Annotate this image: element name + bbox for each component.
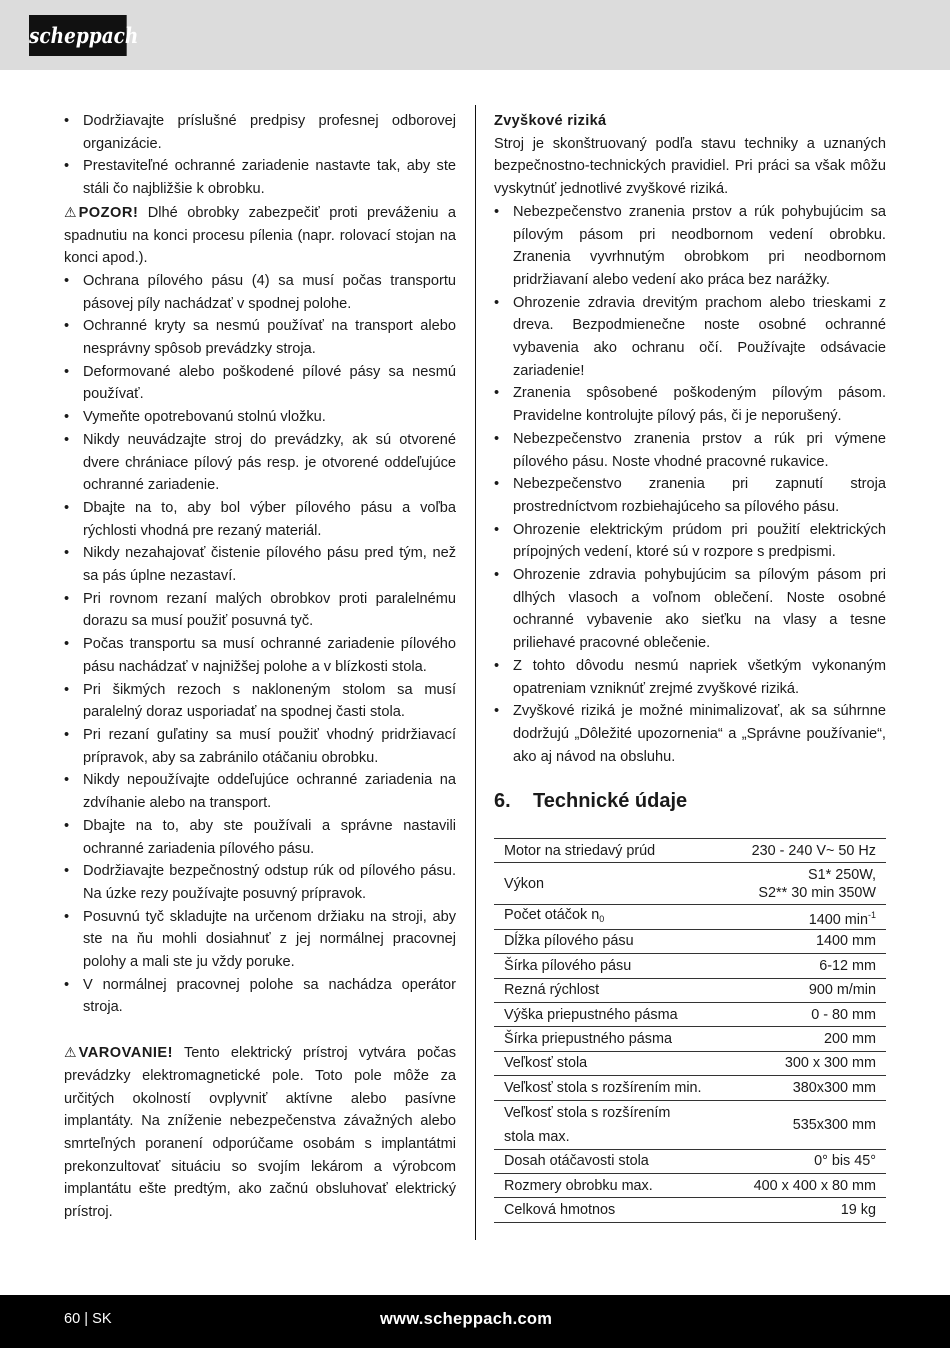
spec-value-text: 1400 min — [808, 911, 868, 928]
spec-value: 300 x 300 mm — [730, 1051, 886, 1075]
spec-value: 200 mm — [730, 1027, 886, 1051]
list-item: • Pri rovnom rezaní malých obrobkov proti paralelnému dorazu sa musí použiť posuvná tyč. — [64, 588, 456, 633]
list-item: • Nikdy neuvádzajte stroj do prevádzky, ak sú otvorené dvere chrániace pílový pás resp. je otvorené oddeľujúce ochranné zariadenie. — [64, 429, 456, 497]
page-number: 60 | SK — [64, 1311, 112, 1327]
spec-value-line: S2** 30 min 350W — [758, 884, 876, 901]
spec-label: Rezná rýchlost — [494, 978, 730, 1002]
list-item: • Nikdy nezahajovať čistenie pílového pásu pred tým, než sa pás úplne nezastaví. — [64, 542, 456, 587]
spec-value — [730, 863, 886, 905]
warning-note — [64, 1041, 456, 1224]
list-item: • Deformované alebo poškodené pílové pásy sa nesmú používať. — [64, 361, 456, 406]
caution-label: POZOR! — [78, 204, 139, 221]
list-item: • Dodržiavajte príslušné predpisy profesnej odborovej organizácie. — [64, 110, 456, 155]
spec-value-line: S1* 250W, — [808, 866, 876, 883]
spec-value: 0° bis 45° — [730, 1149, 886, 1173]
safety-list-2 — [64, 270, 456, 1019]
list-item: • Z tohto dôvodu nesmú napriek všetkým vykonaným opatreniam vzniknúť zrejmé zvyškové riziká. — [494, 655, 886, 700]
section-title — [494, 788, 886, 814]
spec-label: Celková hmotnos — [494, 1198, 730, 1222]
warning-text: Tento elektrický prístroj vytvára počas prevádzky elektromagnetické pole. Toto pole môže za určitých okolností ovplyvniť aktívne alebo pasívne implantáty. Na zníženie nebezpečenstva závažných alebo smrteľných poranení odporúčame osobám s implantátmi prekonzultovať situáciu so svojím lekárom a výrobcom implantátu ešte predtým, ako začnú obsluhovať elektrický prístroj. — [64, 1045, 456, 1221]
spec-label-line: Veľkosť stola s rozšírením — [504, 1104, 671, 1121]
residual-risks-list — [494, 201, 886, 769]
table-row — [494, 1027, 886, 1051]
spec-label — [494, 905, 730, 929]
spec-value: 0 - 80 mm — [730, 1002, 886, 1026]
section-heading: Technické údaje — [533, 790, 688, 813]
list-item: • Posuvnú tyč skladujte na určenom držiaku na stroji, aby ste na ňu mohli dosiahnuť z jej normálnej pracovnej polohy a mali ste ju vždy poruke. — [64, 906, 456, 974]
table-row — [494, 1076, 886, 1100]
spec-value: 230 - 240 V~ 50 Hz — [730, 839, 886, 863]
spec-label-text: Počet otáčok n — [504, 907, 600, 924]
spec-label: Dĺžka pílového pásu — [494, 929, 730, 953]
spec-value — [730, 905, 886, 929]
list-item: • Dbajte na to, aby bol výber pílového pásu a voľba rýchlosti vhodná pre rezaný materiál. — [64, 497, 456, 542]
residual-risks-heading: Zvyškové riziká — [494, 113, 607, 129]
spec-label: Rozmery obrobku max. — [494, 1173, 730, 1197]
spec-value: 1400 mm — [730, 929, 886, 953]
list-item: • Prestaviteľné ochranné zariadenie nastavte tak, aby ste stáli čo najbližšie k obrobku. — [64, 155, 456, 200]
spec-label: Motor na striedavý prúd — [494, 839, 730, 863]
table-row — [494, 1198, 886, 1222]
subscript: 0 — [599, 914, 605, 925]
list-item: • Nebezpečenstvo zranenia prstov a rúk pri výmene pílového pásu. Noste vhodné pracovné rukavice. — [494, 428, 886, 473]
warning-triangle-icon: ⚠ — [64, 1044, 77, 1061]
left-column — [64, 110, 456, 1224]
spec-label: Veľkosť stola — [494, 1051, 730, 1075]
list-item: • Ohrozenie zdravia drevitým prachom alebo trieskami z dreva. Bezpodmienečne noste osobné ochranné vybavenia ako ochranu očí. Používajte odsávacie zariadenie! — [494, 292, 886, 383]
spec-label — [494, 1100, 730, 1149]
header-band — [0, 0, 950, 70]
list-item: • Počas transportu sa musí ochranné zariadenie pílového pásu nachádzať v najnižšej polohe a v blízkosti stola. — [64, 633, 456, 678]
spec-label: Výkon — [494, 863, 730, 905]
list-item: • Pri šikmých rezoch s nakloneným stolom sa musí paralelný doraz usporiadať na spodnej časti stola. — [64, 679, 456, 724]
superscript: -1 — [867, 909, 876, 920]
list-item: • Dbajte na to, aby ste používali a správne nastavili ochranné zariadenia pílového pásu. — [64, 815, 456, 860]
spec-label: Šírka pílového pásu — [494, 954, 730, 978]
table-row — [494, 929, 886, 953]
list-item: • Ochrana pílového pásu (4) sa musí počas transportu pásovej píly nachádzať v spodnej polohe. — [64, 270, 456, 315]
table-row — [494, 905, 886, 929]
list-item: • Nikdy nepoužívajte oddeľujúce ochranné zariadenia na zdvíhanie alebo na transport. — [64, 769, 456, 814]
residual-risks-intro: Stroj je skonštruovaný podľa stavu techniky a uznaných bezpečnostno-technických pravidiel. Pri práci sa však môžu vyskytnúť jednotlivé zvyškové riziká. — [494, 135, 886, 198]
list-item: • Nebezpečenstvo zranenia prstov a rúk pohybujúcim sa pílovým pásom pri neodbornom vedení obrobku. Zranenia vyvrhnutým obrobkom pri neodbornom pridržiavaní alebo vedení ako práca bez narážky. — [494, 201, 886, 292]
table-row — [494, 1100, 886, 1149]
spec-label: Šírka priepustného pásma — [494, 1027, 730, 1051]
website-link[interactable]: www.scheppach.com — [380, 1310, 553, 1328]
spacer — [64, 1019, 456, 1041]
section-number: 6. — [494, 790, 511, 813]
caution-note — [64, 201, 456, 270]
right-column — [494, 110, 886, 814]
list-item: • Pri rezaní guľatiny sa musí použiť vhodný pridržiavací prípravok, aby sa zabránilo otáčaniu obrobku. — [64, 724, 456, 769]
table-row — [494, 1173, 886, 1197]
spec-value: 535x300 mm — [730, 1100, 886, 1149]
list-item: • Zvyškové riziká je možné minimalizovať, ak sa súhrnne dodržujú „Dôležité upozornenia“ a „Správne používanie“, ako aj návod na obsluhu. — [494, 700, 886, 768]
spec-label: Dosah otáčavosti stola — [494, 1149, 730, 1173]
warning-label: VAROVANIE! — [78, 1045, 174, 1062]
spec-label-line: stola max. — [504, 1128, 570, 1145]
table-row — [494, 863, 886, 905]
list-item: • Ohrozenie elektrickým prúdom pri použití elektrických prípojných vedení, ktoré sú v rozpore s predpismi. — [494, 519, 886, 564]
scheppach-logo: scheppach — [29, 15, 127, 56]
list-item: • V normálnej pracovnej polohe sa nachádza operátor stroja. — [64, 974, 456, 1019]
table-row — [494, 839, 886, 863]
spec-label: Veľkosť stola s rozšírením min. — [494, 1076, 730, 1100]
list-item: • Vymeňte opotrebovanú stolnú vložku. — [64, 406, 456, 429]
list-item: • Ohrozenie zdravia pohybujúcim sa pílovým pásom pri dlhých vlasoch a voľnom oblečení. Noste osobné ochranné vybavenie ako sieťku na vlasy a tesne priliehavé pracovné oblečenie. — [494, 564, 886, 655]
table-row — [494, 954, 886, 978]
spec-label: Výška priepustného pásma — [494, 1002, 730, 1026]
page-footer — [0, 1295, 950, 1348]
column-divider — [475, 105, 476, 1240]
table-row — [494, 1051, 886, 1075]
warning-triangle-icon: ⚠ — [64, 203, 77, 220]
spec-value: 6-12 mm — [730, 954, 886, 978]
table-row — [494, 1002, 886, 1026]
safety-list-1 — [64, 110, 456, 201]
caution-text: Dlhé obrobky zabezpečiť proti preváženiu a spadnutiu na konci procesu pílenia (napr. rolovací stojan na konci apod.). — [64, 204, 456, 267]
list-item: • Nebezpečenstvo zranenia pri zapnutí stroja prostredníctvom rozbiehajúceho sa pílového pásu. — [494, 473, 886, 518]
list-item: • Ochranné kryty sa nesmú používať na transport alebo nesprávny spôsob prevádzky stroja. — [64, 315, 456, 360]
technical-data-table — [494, 838, 886, 1223]
spec-value: 380x300 mm — [730, 1076, 886, 1100]
table-row — [494, 978, 886, 1002]
spec-value: 900 m/min — [730, 978, 886, 1002]
spec-value: 19 kg — [730, 1198, 886, 1222]
list-item: • Zranenia spôsobené poškodeným pílovým pásom. Pravidelne kontrolujte pílový pás, či je neporušený. — [494, 382, 886, 427]
spec-value: 400 x 400 x 80 mm — [730, 1173, 886, 1197]
table-row — [494, 1149, 886, 1173]
list-item: • Dodržiavajte bezpečnostný odstup rúk od pílového pásu. Na úzke rezy používajte posuvný prípravok. — [64, 860, 456, 905]
